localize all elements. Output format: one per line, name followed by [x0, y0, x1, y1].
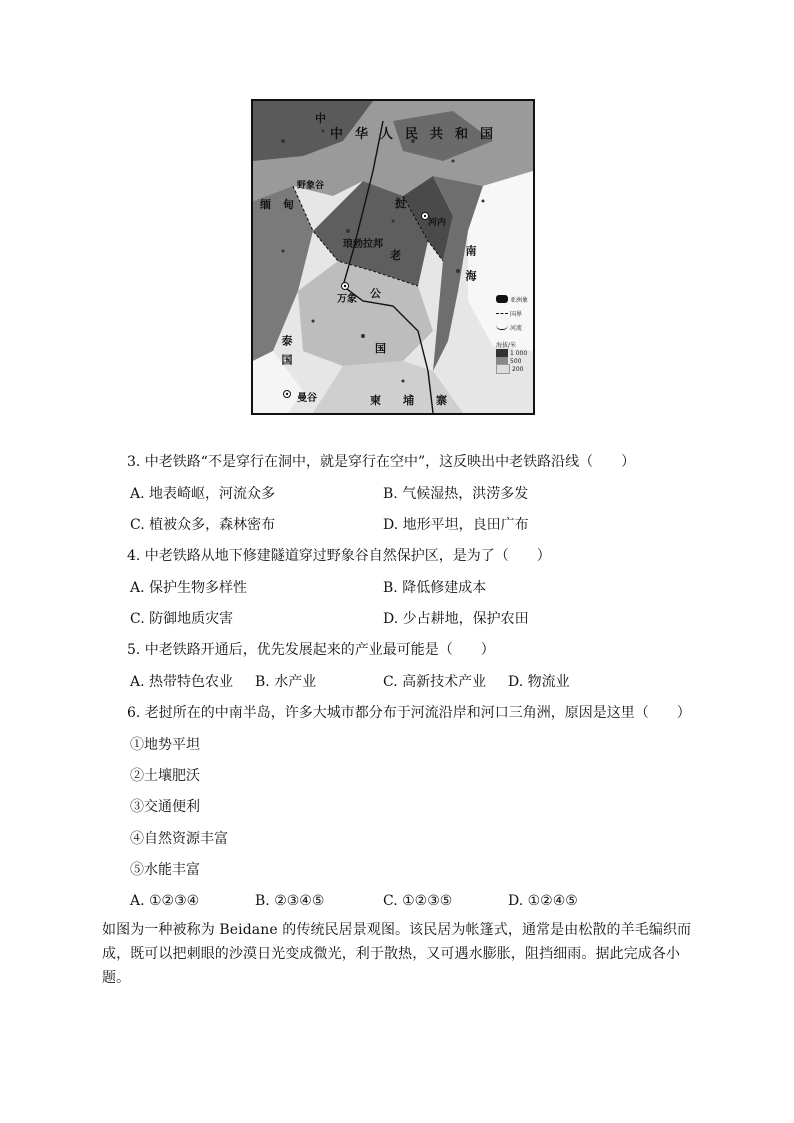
question-6-item-3: ③交通便利	[130, 799, 200, 815]
legend-elev-1	[496, 349, 530, 357]
question-4-option-a[interactable]: A. 保护生物多样性	[130, 580, 248, 596]
legend-border	[496, 306, 530, 320]
elev-swatch-light	[496, 364, 510, 374]
legend-border-label: 国界	[510, 310, 523, 318]
elev-swatch-dark	[496, 349, 508, 357]
river-line-icon	[496, 325, 508, 330]
question-4-stem: 4. 中老铁路从地下修建隧道穿过野象谷自然保护区，是为了（ ）	[127, 548, 551, 564]
map-label-south-sea: 南海	[464, 245, 477, 295]
border-line-icon	[496, 313, 508, 314]
question-5-option-b[interactable]: B. 水产业	[255, 674, 317, 690]
map-label-gong: 公	[370, 287, 381, 300]
legend-elevation-title: 海拔/米	[496, 342, 517, 349]
question-6-item-5: ⑤水能丰富	[130, 862, 200, 878]
question-3-option-d[interactable]: D. 地形平坦，良田广布	[383, 517, 529, 533]
legend-elephant-label: 亚洲象	[510, 296, 529, 304]
map-label-yexianggu: 野象谷	[297, 181, 325, 191]
question-4-option-d[interactable]: D. 少占耕地，保护农田	[383, 611, 529, 627]
question-6-option-b[interactable]: B. ②③④⑤	[255, 893, 325, 909]
legend-river	[496, 320, 530, 334]
question-5-option-a[interactable]: A. 热带特色农业	[130, 674, 234, 690]
legend-elevation	[496, 340, 530, 373]
question-5-option-d[interactable]: D. 物流业	[508, 674, 570, 690]
map-label-bangkok: 曼谷	[297, 393, 317, 404]
legend-river-label: 河流	[510, 324, 523, 332]
map-label-china: 中华人民共和国	[330, 127, 506, 142]
map-label-laos-north: 挝	[395, 197, 406, 210]
map-label-hanoi: 河内	[428, 218, 447, 228]
map-label-lao: 老	[390, 249, 401, 262]
question-5-stem: 5. 中老铁路开通后，优先发展起来的产业最可能是（ ）	[127, 642, 495, 658]
question-3-option-b[interactable]: B. 气候湿热，洪涝多发	[383, 486, 529, 502]
question-3-option-a[interactable]: A. 地表崎岖，河流众多	[130, 486, 276, 502]
question-4-option-c[interactable]: C. 防御地质灾害	[130, 611, 234, 627]
map-label-china-a: 中	[315, 112, 326, 125]
question-6-item-2: ②土壤肥沃	[130, 768, 200, 784]
map-label-thailand: 泰国	[280, 335, 293, 373]
map-label-vientiane: 万象	[337, 294, 357, 305]
map-label-luang-prabang: 琅勃拉邦	[343, 239, 383, 250]
question-6-option-a[interactable]: A. ①②③④	[130, 893, 200, 909]
question-6-item-1: ①地势平坦	[130, 737, 200, 753]
question-5-option-c[interactable]: C. 高新技术产业	[383, 674, 487, 690]
map-label-myanmar: 缅甸	[260, 198, 306, 211]
question-3-stem: 3. 中老铁路“不是穿行在洞中，就是穿行在空中”，这反映出中老铁路沿线（ ）	[127, 454, 636, 470]
legend-elev-2-label: 500	[510, 357, 522, 365]
question-4-option-b[interactable]: B. 降低修建成本	[383, 580, 487, 596]
question-6-option-d[interactable]: D. ①②④⑤	[508, 893, 578, 909]
question-6-stem: 6. 老挝所在的中南半岛，许多大城市都分布于河流沿岸和河口三角洲，原因是这里（ ）	[127, 705, 691, 721]
legend-elephant	[496, 292, 530, 306]
legend-elev-3-label: 200	[512, 365, 524, 373]
question-6-option-c[interactable]: C. ①②③⑤	[383, 893, 453, 909]
map-label-guo: 国	[375, 342, 386, 355]
map-legend	[496, 292, 530, 373]
question-6-item-4: ④自然资源丰富	[130, 831, 228, 847]
elephant-icon	[496, 295, 508, 303]
question-3-option-c[interactable]: C. 植被众多，森林密布	[130, 517, 276, 533]
map-label-cambodia: 柬埔寨	[370, 394, 469, 407]
legend-elev-1-label: 1 000	[510, 349, 528, 357]
legend-elev-3	[496, 365, 530, 373]
intro-paragraph: 如图为一种被称为 Beidane 的传统民居景观图。该民居为帐篷式，通常是由松散的羊毛编织而成，既可以把刺眼的沙漠日光变成微光，利于散热，又可遇水膨胀，阻挡细雨。据此完成各小题。	[102, 922, 692, 986]
